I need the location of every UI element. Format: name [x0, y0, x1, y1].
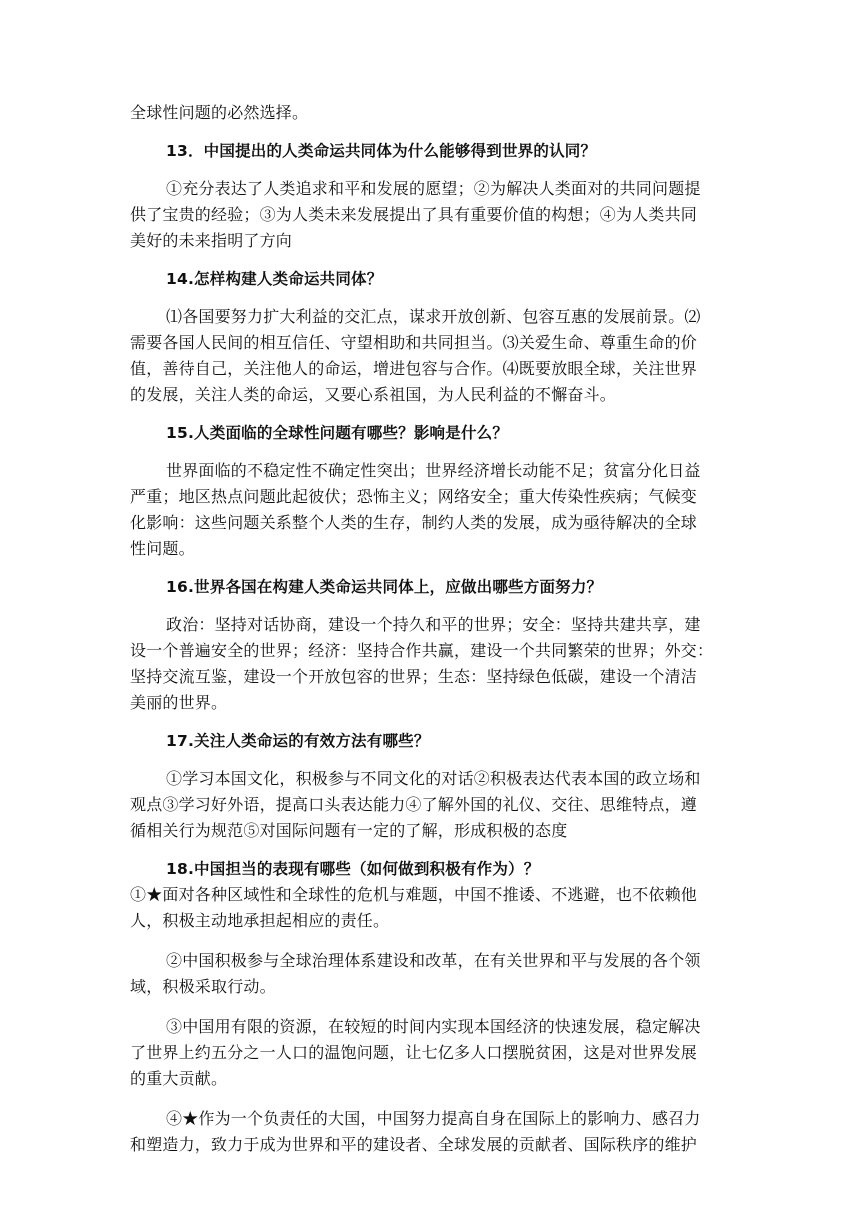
answer-18-line: ④★作为一个负责任的大国，中国努力提高自身在国际上的影响力、感召力: [166, 1109, 701, 1128]
answer-14-line: ⑴各国要努力扩大利益的交汇点，谋求开放创新、包容互惠的发展前景。⑵: [166, 307, 701, 326]
answer-13-line: ①充分表达了人类追求和平和发展的愿望；②为解决人类面对的共同问题提: [166, 179, 701, 198]
question-heading-13: 13．中国提出的人类命运共同体为什么能够得到世界的认同？: [166, 142, 597, 160]
answer-18-line: ①★面对各种区域性和全球性的危机与难题，中国不推诿、不逃避，也不依赖他: [130, 885, 698, 904]
answer-14-line: 值，善待自己，关注他人的命运，增进包容与合作。⑷既要放眼全球，关注世界: [130, 359, 698, 378]
answer-15-line: 化影响：这些问题关系整个人类的生存，制约人类的发展，成为亟待解决的全球: [130, 513, 698, 532]
document-page: [130, 100, 730, 1158]
answer-18-line: ②中国积极参与全球治理体系建设和改革，在有关世界和平与发展的各个领: [166, 951, 701, 970]
answer-18-line: 域，积极采取行动。: [130, 977, 276, 996]
answer-16-line: 设一个普遍安全的世界；经济：坚持合作共赢，建设一个共同繁荣的世界；外交：: [130, 641, 714, 660]
answer-16-line: 美丽的世界。: [130, 693, 228, 712]
question-heading-16: 16.世界各国在构建人类命运共同体上，应做出哪些方面努力？: [166, 578, 603, 596]
answer-18-line: ③中国用有限的资源，在较短的时间内实现本国经济的快速发展，稳定解决: [166, 1017, 701, 1036]
answer-17-line: 观点③学习好外语，提高口头表达能力④了解外国的礼仪、交往、思维特点，遵: [130, 795, 698, 814]
answer-18-line: 和塑造力，致力于成为世界和平的建设者、全球发展的贡献者、国际秩序的维护: [130, 1135, 698, 1154]
answer-15-line: 严重；地区热点问题此起彼伏；恐怖主义；网络安全；重大传染性疾病；气候变: [130, 487, 698, 506]
answer-18-line: 的重大贡献。: [130, 1069, 228, 1088]
answer-18-line: 了世界上约五分之一人口的温饱问题，让七亿多人口摆脱贫困，这是对世界发展: [130, 1043, 698, 1062]
answer-18-line: 人，积极主动地承担起相应的责任。: [130, 911, 390, 930]
answer-13-line: 供了宝贵的经验；③为人类未来发展提出了具有重要价值的构想；④为人类共同: [130, 205, 698, 224]
answer-16-line: 政治：坚持对话协商，建设一个持久和平的世界；安全：坚持共建共享，建: [166, 615, 701, 634]
answer-14-line: 的发展，关注人类的命运，又要心系祖国，为人民利益的不懈奋斗。: [130, 385, 617, 404]
question-heading-17: 17.关注人类命运的有效方法有哪些？: [166, 732, 430, 750]
answer-17-line: 循相关行为规范⑤对国际问题有一定的了解，形成积极的态度: [130, 821, 568, 840]
answer-16-line: 坚持交流互鉴，建设一个开放包容的世界；生态：坚持绿色低碳，建设一个清洁: [130, 667, 698, 686]
answer-15-line: 世界面临的不稳定性不确定性突出；世界经济增长动能不足；贫富分化日益: [166, 461, 701, 480]
text-line: 全球性问题的必然选择。: [130, 103, 309, 122]
question-heading-18: 18.中国担当的表现有哪些（如何做到积极有作为）？: [166, 860, 540, 878]
answer-14-line: 需要各国人民间的相互信任、守望相助和共同担当。⑶关爱生命、尊重生命的价: [130, 333, 698, 352]
answer-15-line: 性问题。: [130, 539, 195, 558]
answer-13-line: 美好的未来指明了方向: [130, 231, 293, 250]
answer-17-line: ①学习本国文化，积极参与不同文化的对话②积极表达代表本国的政立场和: [166, 769, 701, 788]
question-heading-14: 14.怎样构建人类命运共同体？: [166, 270, 383, 288]
question-heading-15: 15.人类面临的全球性问题有哪些？影响是什么？: [166, 424, 509, 442]
